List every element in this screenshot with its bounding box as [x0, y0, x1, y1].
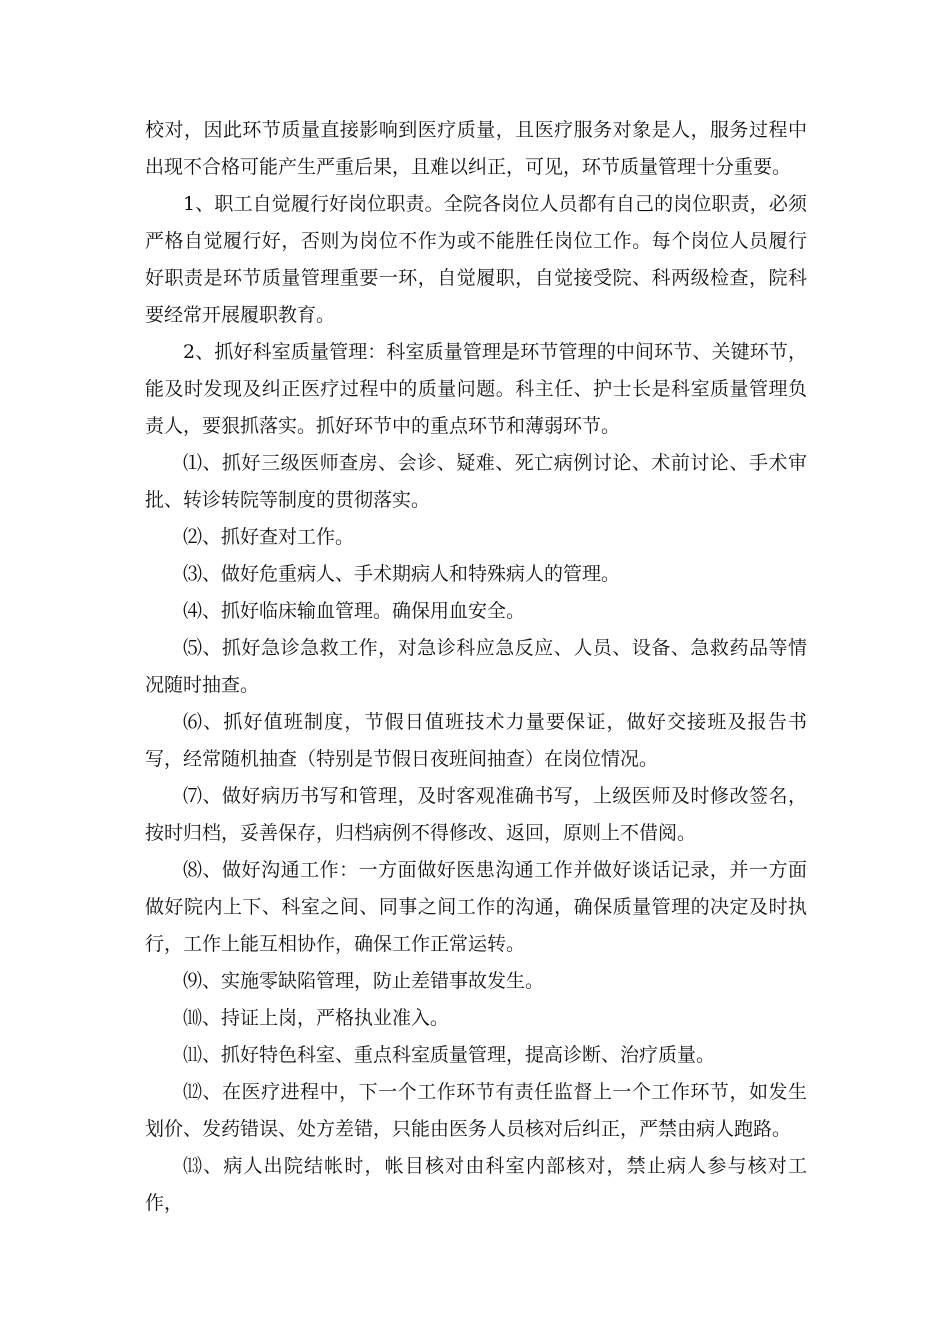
paragraph: ⑷、抓好临床输血管理。确保用血安全。: [183, 600, 526, 622]
paragraph: ⑹、抓好值班制度，节假日值班技术力量要保证，做好交接班及报告书写，经常随机抽查（特别是节假日夜班间抽查）在岗位情况。: [145, 711, 807, 770]
paragraph: ⑺、做好病历书写和管理，及时客观准确书写，上级医师及时修改签名，按时归档，妥善保存，归档病例不得修改、返回，原则上不借阅。: [145, 785, 807, 844]
paragraph: ⑵、抓好查对工作。: [183, 526, 355, 548]
paragraph: 1、职工自觉履行好岗位职责。全院各岗位人员都有自己的岗位职责，必须严格自觉履行好，否则为岗位不作为或不能胜任岗位工作。每个岗位人员履行好职责是环节质量管理重要一环，自觉履职，自觉接受院、科两级检查，院科要经常开展履职教育。: [145, 193, 807, 326]
paragraph: ⑶、做好危重病人、手术期病人和特殊病人的管理。: [183, 563, 621, 585]
paragraph: ⑾、抓好特色科室、重点科室质量管理，提高诊断、治疗质量。: [183, 1044, 716, 1066]
paragraph: ⑿、在医疗进程中，下一个工作环节有责任监督上一个工作环节，如发生划价、发药错误、处方差错，只能由医务人员核对后纠正，严禁由病人跑路。: [145, 1081, 807, 1140]
paragraph: ⑼、实施零缺陷管理，防止差错事故发生。: [183, 970, 545, 992]
paragraph: ⑽、持证上岗，严格执业准入。: [183, 1007, 450, 1029]
paragraph: ⑴、抓好三级医师查房、会诊、疑难、死亡病例讨论、术前讨论、手术审批、转诊转院等制度的贯彻落实。: [145, 452, 807, 511]
paragraph: 校对，因此环节质量直接影响到医疗质量，且医疗服务对象是人，服务过程中出现不合格可能产生严重后果，且难以纠正，可见，环节质量管理十分重要。: [145, 119, 807, 178]
paragraph: 2、抓好科室质量管理：科室质量管理是环节管理的中间环节、关键环节，能及时发现及纠正医疗过程中的质量问题。科主任、护士长是科室质量管理负责人，要狠抓落实。抓好环节中的重点环节和薄弱环节。: [145, 341, 807, 437]
paragraph: ⑻、做好沟通工作：一方面做好医患沟通工作并做好谈话记录，并一方面做好院内上下、科室之间、同事之间工作的沟通，确保质量管理的决定及时执行，工作上能互相协作，确保工作正常运转。: [145, 859, 807, 955]
paragraph: ⑸、抓好急诊急救工作，对急诊科应急反应、人员、设备、急救药品等情况随时抽查。: [145, 637, 807, 696]
document-body: [145, 112, 807, 1222]
paragraph: ⒀、病人出院结帐时，帐目核对由科室内部核对，禁止病人参与核对工作，: [145, 1155, 807, 1214]
